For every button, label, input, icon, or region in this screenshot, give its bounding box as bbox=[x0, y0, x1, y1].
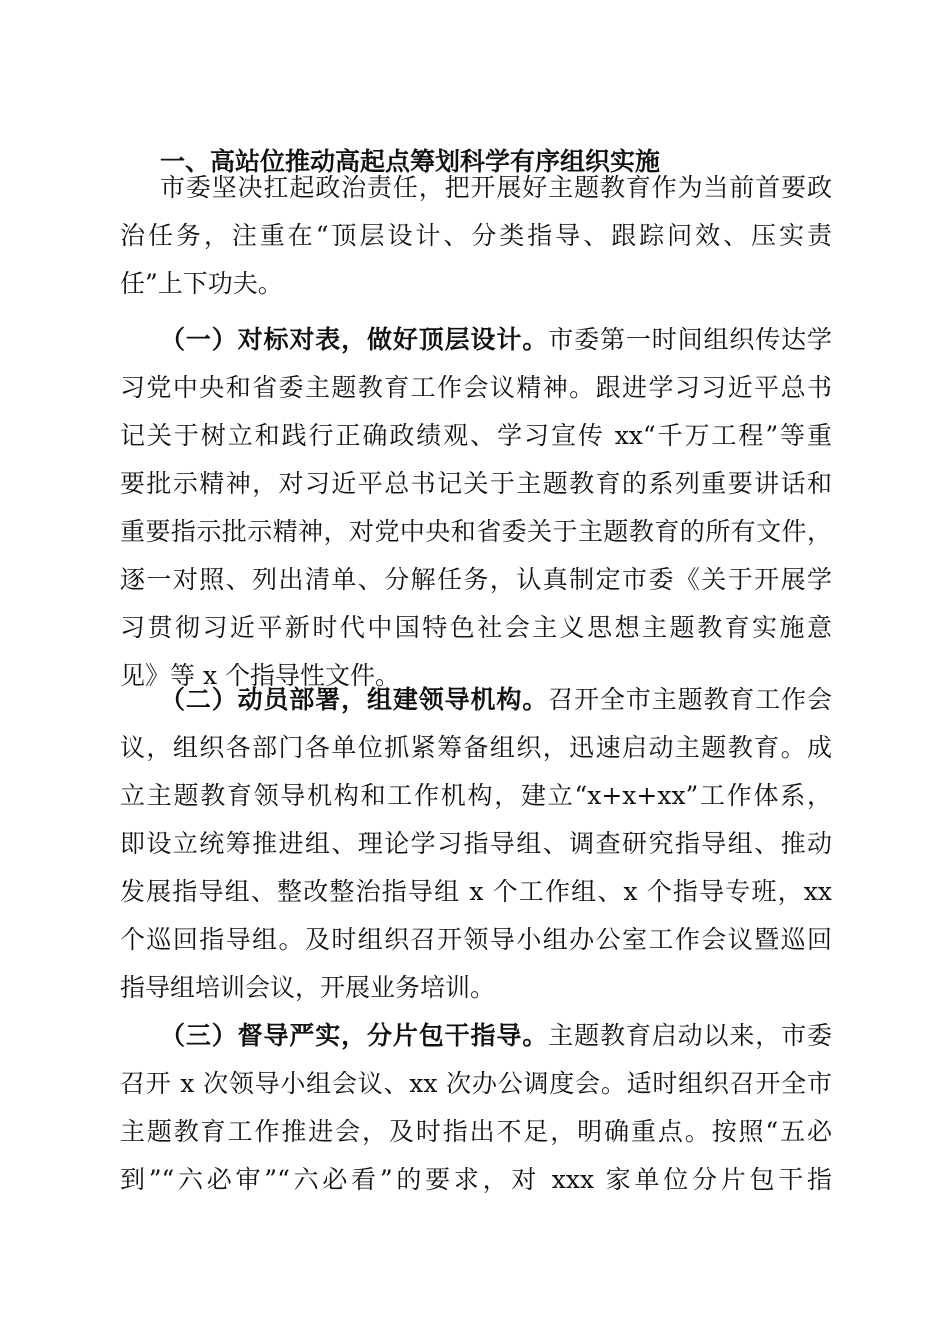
text-line: 见》等 x 个指导性文件。 bbox=[120, 661, 400, 690]
text-line: 记关于树立和践行正确政绩观、学习宣传 xx“千万工程”等重 bbox=[120, 421, 832, 450]
text-line: 到”“六必审”“六必看”的要求，对 xxx 家单位分片包干指 bbox=[120, 1165, 832, 1194]
text-line: 立主题教育领导机构和工作机构，建立“x+x+xx”工作体系， bbox=[120, 781, 832, 810]
text-line: 习贯彻习近平新时代中国特色社会主义思想主题教育实施意 bbox=[120, 613, 832, 642]
subsection-title: （二）动员部署，组建领导机构。 bbox=[160, 685, 549, 714]
paragraph-subsection-2 bbox=[120, 676, 832, 1012]
text-line: 治任务，注重在“顶层设计、分类指导、跟踪问效、压实责 bbox=[120, 221, 832, 250]
text-line: 指导组培训会议，开展业务培训。 bbox=[120, 973, 496, 1002]
section-heading: 一、高站位推动高起点筹划科学有序组织实施 bbox=[160, 147, 661, 176]
text-run: 主题教育启动以来，市委 bbox=[548, 1021, 832, 1050]
text-line: 主题教育工作推进会，及时指出不足，明确重点。按照“五必 bbox=[120, 1117, 832, 1146]
paragraph-subsection-3 bbox=[120, 1012, 832, 1204]
paragraph-intro bbox=[120, 164, 832, 308]
text-line: 任”上下功夫。 bbox=[120, 269, 283, 298]
subsection-title: （一）对标对表，做好顶层设计。 bbox=[160, 325, 549, 354]
text-line: 议，组织各部门各单位抓紧筹备组织，迅速启动主题教育。成 bbox=[120, 733, 832, 762]
text-run: 市委第一时间组织传达学 bbox=[548, 325, 832, 354]
text-line: 发展指导组、整改整治指导组 x 个工作组、x 个指导专班，xx bbox=[120, 877, 832, 906]
text-line bbox=[120, 316, 832, 364]
text-line: 个巡回指导组。及时组织召开领导小组办公室工作会议暨巡回 bbox=[120, 925, 832, 954]
text-line: 习党中央和省委主题教育工作会议精神。跟进学习习近平总书 bbox=[120, 373, 832, 402]
text-line bbox=[120, 1012, 832, 1060]
subsection-title: （三）督导严实，分片包干指导。 bbox=[160, 1021, 549, 1050]
text-line bbox=[120, 676, 832, 724]
text-run: 召开全市主题教育工作会 bbox=[548, 685, 832, 714]
text-line: 市委坚决扛起政治责任，把开展好主题教育作为当前首要政 bbox=[160, 173, 832, 202]
text-line: 逐一对照、列出清单、分解任务，认真制定市委《关于开展学 bbox=[120, 565, 832, 594]
text-line: 召开 x 次领导小组会议、xx 次办公调度会。适时组织召开全市 bbox=[120, 1069, 832, 1098]
text-line: 即设立统筹推进组、理论学习指导组、调查研究指导组、推动 bbox=[120, 829, 832, 858]
text-line: 要批示精神，对习近平总书记关于主题教育的系列重要讲话和 bbox=[120, 469, 832, 498]
text-line: 重要指示批示精神，对党中央和省委关于主题教育的所有文件， bbox=[120, 517, 832, 546]
paragraph-subsection-1 bbox=[120, 316, 832, 700]
